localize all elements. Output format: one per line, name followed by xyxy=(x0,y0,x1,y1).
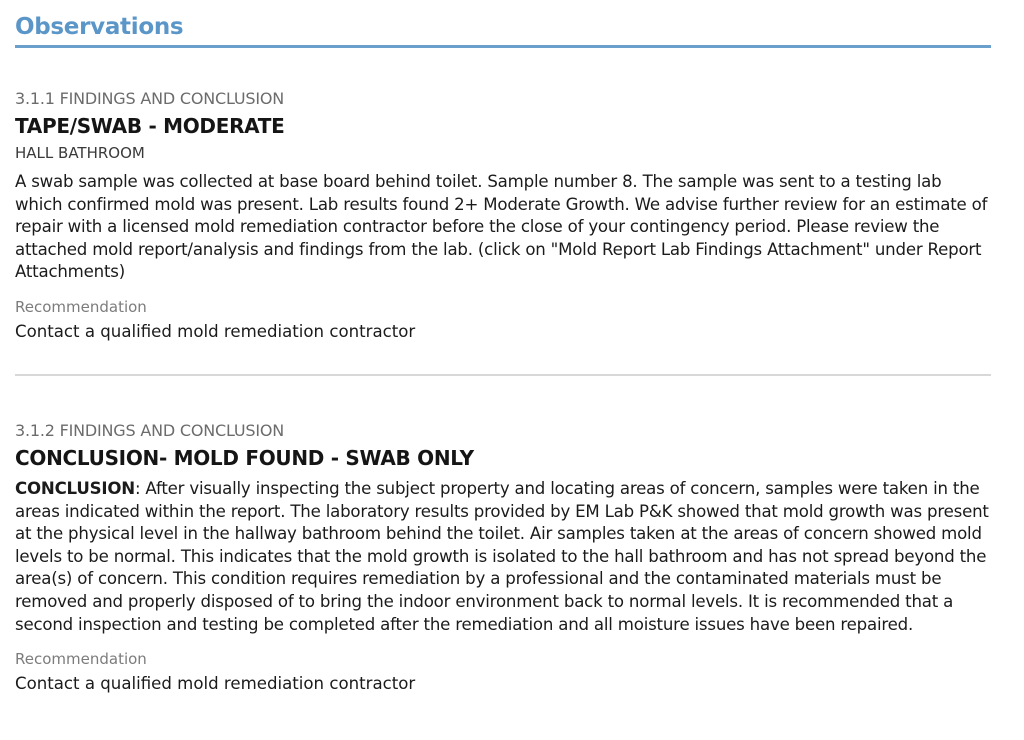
recommendation-label: Recommendation xyxy=(15,650,147,669)
finding-item xyxy=(15,88,991,344)
recommendation-label: Recommendation xyxy=(15,297,147,316)
recommendation-text: Contact a qualified mold remediation contractor xyxy=(15,674,416,694)
section-title: Observations xyxy=(15,12,991,48)
finding-location: HALL BATHROOM xyxy=(15,144,145,162)
finding-body-lead: CONCLUSION xyxy=(15,479,135,498)
finding-body-text: : After visually inspecting the subject property and locating areas of concern, samples were taken in the areas indicated within the report. The laboratory results provided by EM Lab P&K showed that mold growth was present at the physical level in the hallway bathroom behind the toilet. Air samples taken at the areas of concern showed mold levels to be normal. This indicates that the mold growth is isolated to the hall bathroom and has not spread beyond the area(s) of concern. This condition requires remediation by a professional and the contaminated materials must be removed and properly disposed of to bring the indoor environment back to normal levels. It is recommended that a second inspection and testing be completed after the remediation and all moisture issues have been repaired. xyxy=(15,479,989,634)
finding-number: 3.1.2 FINDINGS AND CONCLUSION xyxy=(15,421,285,440)
section-divider xyxy=(15,374,991,376)
recommendation-text: Contact a qualified mold remediation contractor xyxy=(15,321,416,341)
finding-body xyxy=(15,478,991,636)
finding-heading: CONCLUSION- MOLD FOUND - SWAB ONLY xyxy=(15,446,474,470)
finding-item xyxy=(15,420,991,696)
finding-number: 3.1.1 FINDINGS AND CONCLUSION xyxy=(15,89,285,108)
report-page xyxy=(15,0,991,694)
finding-body: A swab sample was collected at base board behind toilet. Sample number 8. The sample was sent to a testing lab which confirmed mold was present. Lab results found 2+ Moderate Growth. We advise further review for an estimate of repair with a licensed mold remediation contractor before the close of your contingency period. Please review the attached mold report/analysis and findings from the lab. (click on "Mold Report Lab Findings Attachment" under Report Attachments) xyxy=(15,172,988,282)
finding-heading: TAPE/SWAB - MODERATE xyxy=(15,114,285,138)
